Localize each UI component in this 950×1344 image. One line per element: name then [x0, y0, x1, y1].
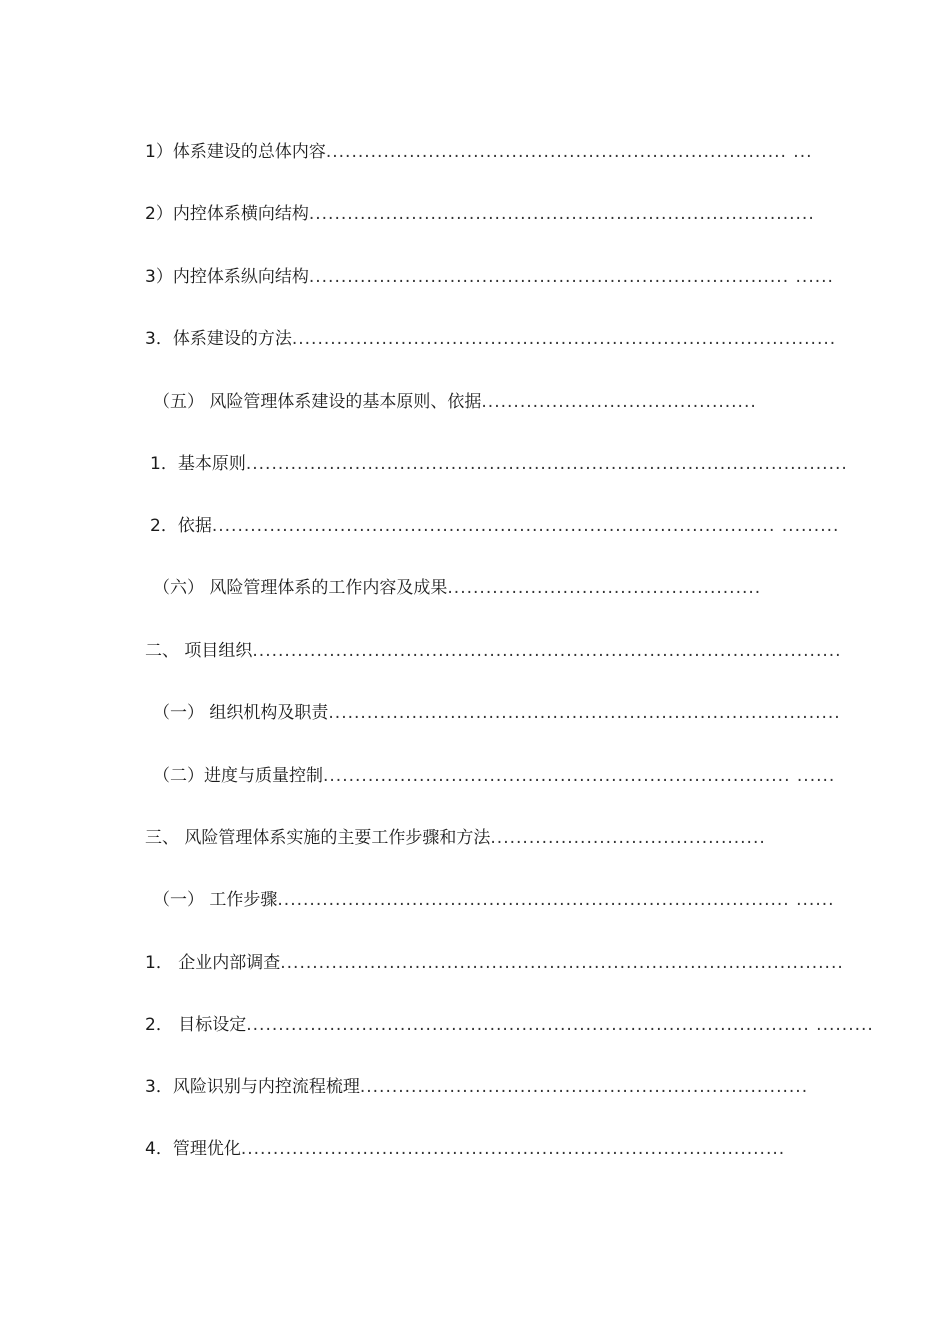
toc-entry[interactable]	[145, 264, 834, 290]
toc-dot-leader: ..............................................................................................	[245, 454, 848, 474]
toc-entry-title: （二）进度与质量控制	[153, 766, 323, 786]
toc-entry[interactable]	[145, 950, 844, 976]
toc-entry[interactable]	[145, 1136, 786, 1162]
toc-dot-leader: ........................................................................................	[280, 953, 844, 973]
toc-entry-title: 3）内控体系纵向结构	[145, 267, 309, 287]
toc-entry[interactable]	[145, 638, 842, 664]
toc-entry-title: 三、 风险管理体系实施的主要工作步骤和方法	[145, 828, 491, 848]
toc-entry[interactable]	[145, 326, 837, 352]
toc-dot-leader: ........................................................................ ...	[325, 142, 813, 162]
toc-entry-title: 3．风险识别与内控流程梳理	[145, 1077, 360, 1097]
toc-dot-leader: ........................................................................................ .........	[246, 1015, 874, 1035]
toc-dot-leader: ...............................................................................	[308, 204, 815, 224]
toc-dot-leader: ......................................................................	[359, 1077, 809, 1097]
toc-dot-leader: ...........................................	[481, 392, 757, 412]
toc-entry[interactable]	[145, 825, 766, 851]
toc-dot-leader: .....................................................................................	[240, 1139, 786, 1159]
toc-entry-title: 2．依据	[150, 516, 212, 536]
toc-dot-leader: .....................................................................................	[291, 329, 837, 349]
toc-entry-title: 二、 项目组织	[145, 641, 253, 661]
toc-entry[interactable]	[145, 1074, 809, 1100]
toc-entry[interactable]	[153, 887, 835, 913]
toc-entry[interactable]	[153, 575, 762, 601]
toc-entry[interactable]	[150, 513, 840, 539]
toc-dot-leader: ................................................................................ ......	[277, 890, 835, 910]
toc-entry-title: （一） 组织机构及职责	[153, 703, 329, 723]
toc-entry-title: 1． 企业内部调查	[145, 953, 281, 973]
toc-dot-leader: ......................................................................... ......	[323, 766, 836, 786]
toc-dot-leader: ........................................................................... ......	[308, 267, 834, 287]
toc-entry[interactable]	[145, 1012, 874, 1038]
toc-entry-title: 2）内控体系横向结构	[145, 204, 309, 224]
toc-dot-leader: ........................................................................................ .........	[211, 516, 840, 536]
toc-entry[interactable]	[153, 700, 841, 726]
toc-entry[interactable]	[145, 139, 813, 165]
toc-entry[interactable]	[145, 201, 815, 227]
toc-dot-leader: ................................................................................	[328, 703, 841, 723]
toc-entry[interactable]	[150, 451, 848, 477]
toc-dot-leader: ...........................................	[490, 828, 766, 848]
toc-entry-title: （一） 工作步骤	[153, 890, 278, 910]
toc-entry-title: （五） 风险管理体系建设的基本原则、依据	[153, 392, 482, 412]
toc-dot-leader: ............................................................................................	[252, 641, 842, 661]
toc-entry-title: （六） 风险管理体系的工作内容及成果	[153, 578, 448, 598]
toc-entry-title: 2． 目标设定	[145, 1015, 247, 1035]
toc-dot-leader: .................................................	[447, 578, 762, 598]
toc-entry-title: 3．体系建设的方法	[145, 329, 292, 349]
toc-entry[interactable]	[153, 389, 757, 415]
toc-entry[interactable]	[153, 763, 836, 789]
toc-entry-title: 1．基本原则	[150, 454, 246, 474]
toc-entry-title: 1）体系建设的总体内容	[145, 142, 326, 162]
toc-entry-title: 4．管理优化	[145, 1139, 241, 1159]
